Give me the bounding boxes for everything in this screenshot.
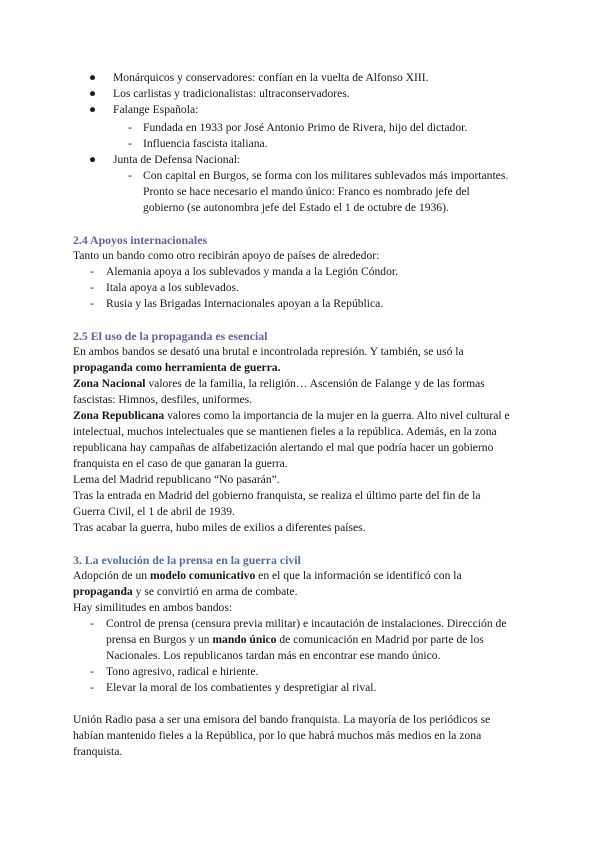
list-item: - Con capital en Burgos, se forma con los militares sublevados más importantes. Pronto se hace necesario el mando único: Franco es nombrado jefe del gobierno (se autonombra jefe del Estado el 1 de octubre de 1936). xyxy=(128,169,509,214)
paragraph: Unión Radio pasa a ser una emisora del bando franquista. La mayoría de los periódicos se habían mantenido fieles a la República, por lo que habrá muchos más medios en la zona franquista. xyxy=(73,713,491,758)
junta-list xyxy=(73,152,513,168)
section-heading-2-5: 2.5 El uso de la propaganda es esencial xyxy=(73,329,268,343)
section-heading-3: 3. La evolución de la prensa en la guerra civil xyxy=(73,553,301,567)
list-item: ● Falange Española: xyxy=(89,103,199,116)
list-item: - Alemania apoya a los sublevados y manda a la Legión Cóndor. xyxy=(90,265,399,278)
support-list xyxy=(73,264,513,312)
list-item: - Fundada en 1933 por José Antonio Primo de Rivera, hijo del dictador. xyxy=(128,121,468,134)
paragraph: Adopción de un modelo comunicativo en el que la información se identificó con la propaganda y se convirtió en arma de combate. xyxy=(73,569,462,598)
paragraph: Tanto un bando como otro recibirán apoyo de países de alrededor: xyxy=(73,249,380,262)
section-heading-2-4: 2.4 Apoyos internacionales xyxy=(73,233,208,247)
paragraph: Hay similitudes en ambos bandos: xyxy=(73,601,233,614)
list-item: ● Monárquicos y conservadores: confían en la vuelta de Alfonso XIII. xyxy=(89,71,429,84)
junta-sublist xyxy=(73,168,513,216)
paragraph: Zona Nacional valores de la familia, la religión… Ascensión de Falange y de las formas fascistas: Himnos, desfiles, uniformes. xyxy=(73,377,485,406)
dash-icon: - xyxy=(90,681,94,694)
dash-icon: - xyxy=(128,121,132,134)
bullet-icon: ● xyxy=(89,87,97,100)
dash-icon: - xyxy=(90,297,94,310)
list-item: - Elevar la moral de los combatientes y despretigiar al rival. xyxy=(90,681,377,694)
paragraph: Tras la entrada en Madrid del gobierno franquista, se realiza el último parte del fin de la Guerra Civil, el 1 de abril de 1939. xyxy=(73,489,481,518)
falange-sublist xyxy=(73,120,513,152)
dash-icon: - xyxy=(128,169,132,182)
dash-icon: - xyxy=(90,265,94,278)
dash-icon: - xyxy=(90,281,94,294)
similarities-list-cont xyxy=(73,664,513,696)
list-item: ● Los carlistas y tradicionalistas: ultraconservadores. xyxy=(89,87,350,100)
dash-icon: - xyxy=(128,137,132,150)
factions-list xyxy=(73,70,513,118)
bullet-icon: ● xyxy=(89,153,97,166)
paragraph: En ambos bandos se desató una brutal e incontrolada represión. Y también, se usó la propaganda como herramienta de guerra. xyxy=(73,345,464,374)
list-item: ● Junta de Defensa Nacional: xyxy=(89,153,241,166)
bullet-icon: ● xyxy=(89,103,97,116)
list-item: - Influencia fascista italiana. xyxy=(128,137,268,150)
list-item: - Tono agresivo, radical e hiriente. xyxy=(90,665,259,678)
dash-icon: - xyxy=(90,617,94,630)
similarities-list xyxy=(73,616,513,664)
list-item: - Itala apoya a los sublevados. xyxy=(90,281,239,294)
list-item: - Control de prensa (censura previa militar) e incautación de instalaciones. Dirección de prensa en Burgos y un mando único de comunicación en Madrid por parte de los Nacionales. Los republicanos tardan más en encontrar ese mando único. xyxy=(90,617,507,662)
bullet-icon: ● xyxy=(89,71,97,84)
paragraph: Tras acabar la guerra, hubo miles de exilios a diferentes países. xyxy=(73,521,366,534)
list-item: - Rusia y las Brigadas Internacionales apoyan a la República. xyxy=(90,297,384,310)
paragraph: Zona Republicana valores como la importancia de la mujer en la guerra. Alto nivel cultural e intelectual, muchos intelectuales que se mantienen fieles a la república. Además, en la zona republicana hay campañas de alfabetización alertando el mal que podría hacer un gobierno franquista en el caso de que ganaran la guerra. xyxy=(73,409,510,470)
dash-icon: - xyxy=(90,665,94,678)
paragraph: Lema del Madrid republicano “No pasarán”. xyxy=(73,473,280,486)
